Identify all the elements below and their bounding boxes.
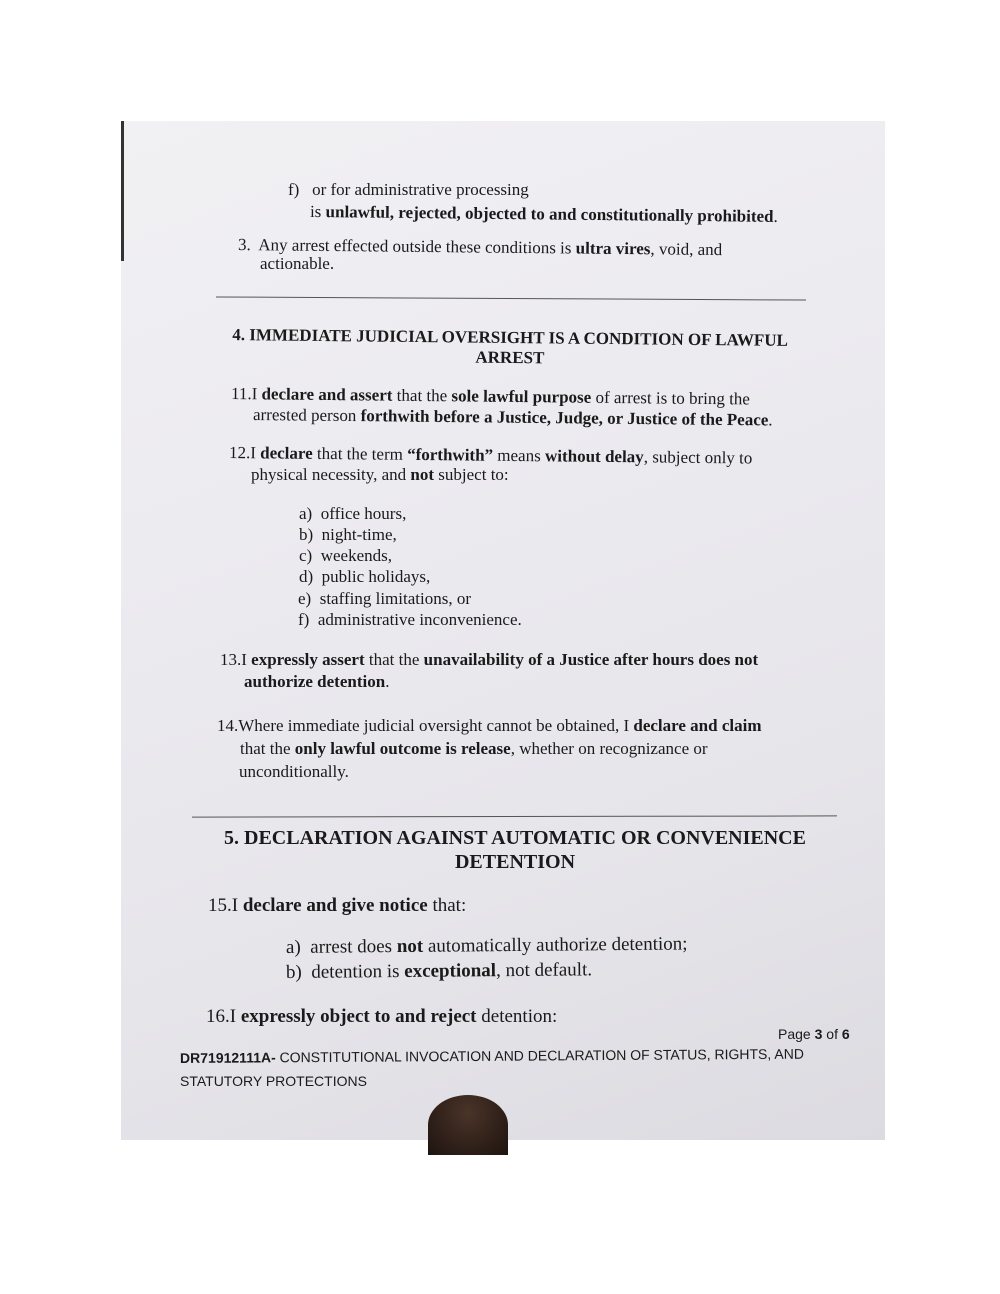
item-label: b)	[299, 525, 314, 544]
document-title: STATUTORY PROTECTIONS	[180, 1073, 367, 1089]
paragraph-16	[206, 1006, 557, 1028]
list-item	[299, 546, 392, 566]
bold-text: expressly assert	[251, 650, 365, 669]
bold-text: declare	[260, 443, 313, 463]
item-text: night-time,	[321, 525, 397, 544]
bold-text: without delay	[544, 446, 644, 467]
paragraph-number: 12.I	[228, 443, 257, 463]
text: , subject only to	[643, 447, 753, 468]
paragraph-number: 16.I	[206, 1006, 237, 1027]
item-label: d)	[299, 567, 314, 586]
page-current: 3	[814, 1026, 823, 1042]
list-item	[299, 525, 397, 545]
text: .	[385, 672, 390, 691]
text: automatically authorize detention;	[427, 933, 688, 957]
bold-text: not	[396, 935, 424, 958]
text: that the	[396, 385, 448, 406]
paragraph-number: 15.I	[208, 895, 239, 916]
text: actionable.	[260, 254, 335, 273]
item-text: public holidays,	[321, 567, 431, 586]
paragraph-14	[217, 716, 761, 736]
text: detention:	[481, 1006, 558, 1027]
bold-text: expressly object to and reject	[240, 1006, 477, 1027]
page-of: of	[826, 1026, 838, 1042]
paragraph-number: 3.	[237, 235, 251, 255]
page-total: 6	[841, 1026, 850, 1042]
section-4-heading	[205, 325, 815, 371]
finger-thumb	[428, 1095, 508, 1155]
paragraph-number: 13.I	[220, 650, 247, 669]
paragraph-15-item-b	[286, 959, 592, 984]
text: of arrest is to bring the	[595, 387, 751, 409]
item-label: b)	[285, 961, 302, 983]
text: that the	[240, 739, 291, 758]
paragraph-15-item-a	[286, 933, 688, 959]
item-label: f)	[288, 180, 300, 199]
item-text: office hours,	[320, 504, 407, 523]
text: , void, and	[650, 239, 723, 260]
item-label: a)	[299, 504, 313, 523]
heading-line: ARREST	[475, 347, 545, 368]
paragraph-number: 14.	[217, 716, 239, 735]
item-text: or for administrative processing	[312, 180, 529, 199]
bold-text: only lawful outcome is release	[294, 739, 511, 758]
item-text: weekends,	[320, 546, 392, 565]
paragraph-14-line3	[239, 762, 349, 782]
paragraph-3-line2	[260, 254, 334, 274]
document-title: CONSTITUTIONAL INVOCATION AND DECLARATION OF STATUS, RIGHTS, AND	[279, 1045, 804, 1066]
page-label: Page	[778, 1026, 811, 1042]
text: arrest does	[310, 936, 393, 958]
bold-text: sole lawful purpose	[451, 386, 592, 407]
paragraph-number: 11.I	[230, 384, 258, 404]
heading-line: DETENTION	[454, 851, 576, 873]
text: is	[309, 202, 322, 222]
bold-text: authorize detention	[244, 672, 386, 691]
bold-text: declare and claim	[633, 716, 762, 735]
list-item-f	[288, 180, 529, 200]
bold-text: not	[410, 465, 435, 484]
document-photo	[121, 121, 885, 1140]
item-label: a)	[285, 936, 301, 958]
bold-text: exceptional	[404, 960, 497, 982]
text: that the term	[316, 443, 404, 464]
footer-line2	[180, 1071, 367, 1091]
paragraph-13	[220, 650, 758, 670]
text: Where immediate judicial oversight cannot be obtained, I	[238, 716, 630, 735]
paragraph-13-line2	[244, 672, 389, 692]
text: physical necessity, and	[251, 465, 407, 484]
page-number	[778, 1024, 850, 1044]
text: , not default.	[495, 959, 593, 982]
paragraph-12-line2	[251, 465, 509, 485]
bold-text: “forthwith”	[407, 444, 494, 465]
list-item	[299, 567, 430, 587]
item-label: f)	[298, 610, 310, 629]
paragraph-15	[208, 895, 466, 917]
bold-text: forthwith before a Justice, Judge, or Justice of the Peace	[360, 406, 769, 430]
document-code: DR71912111A-	[179, 1049, 276, 1066]
bold-text: declare and give notice	[242, 895, 428, 916]
heading-line: 4. IMMEDIATE JUDICIAL OVERSIGHT IS A CONDITION OF LAWFUL	[232, 325, 788, 350]
text: that:	[432, 895, 467, 916]
heading-line: 5. DECLARATION AGAINST AUTOMATIC OR CONVENIENCE	[224, 827, 806, 849]
text: means	[497, 445, 541, 466]
text: arrested person	[252, 405, 357, 426]
bold-text: ultra vires	[575, 238, 651, 259]
text: subject to:	[438, 465, 509, 484]
text: .	[768, 410, 773, 430]
list-item	[299, 504, 406, 524]
text: , whether on recognizance or	[510, 739, 708, 758]
item-label: e)	[298, 589, 312, 608]
section-5-heading	[200, 826, 830, 874]
item-text: administrative inconvenience.	[317, 610, 522, 629]
text: unconditionally.	[239, 762, 349, 781]
list-item	[298, 589, 471, 609]
bold-text: declare and assert	[261, 384, 393, 405]
text: .	[773, 206, 778, 226]
bold-text: unlawful, rejected, objected to and constitutionally prohibited	[325, 202, 774, 226]
list-item	[298, 610, 522, 630]
item-text: staffing limitations, or	[319, 589, 471, 608]
text: Any arrest effected outside these conditions is	[258, 235, 572, 258]
bold-text: unavailability of a Justice after hours does not	[423, 650, 759, 669]
item-label: c)	[299, 546, 313, 565]
text: that the	[368, 650, 420, 669]
paragraph-14-line2	[240, 739, 708, 759]
text: detention is	[311, 961, 400, 983]
